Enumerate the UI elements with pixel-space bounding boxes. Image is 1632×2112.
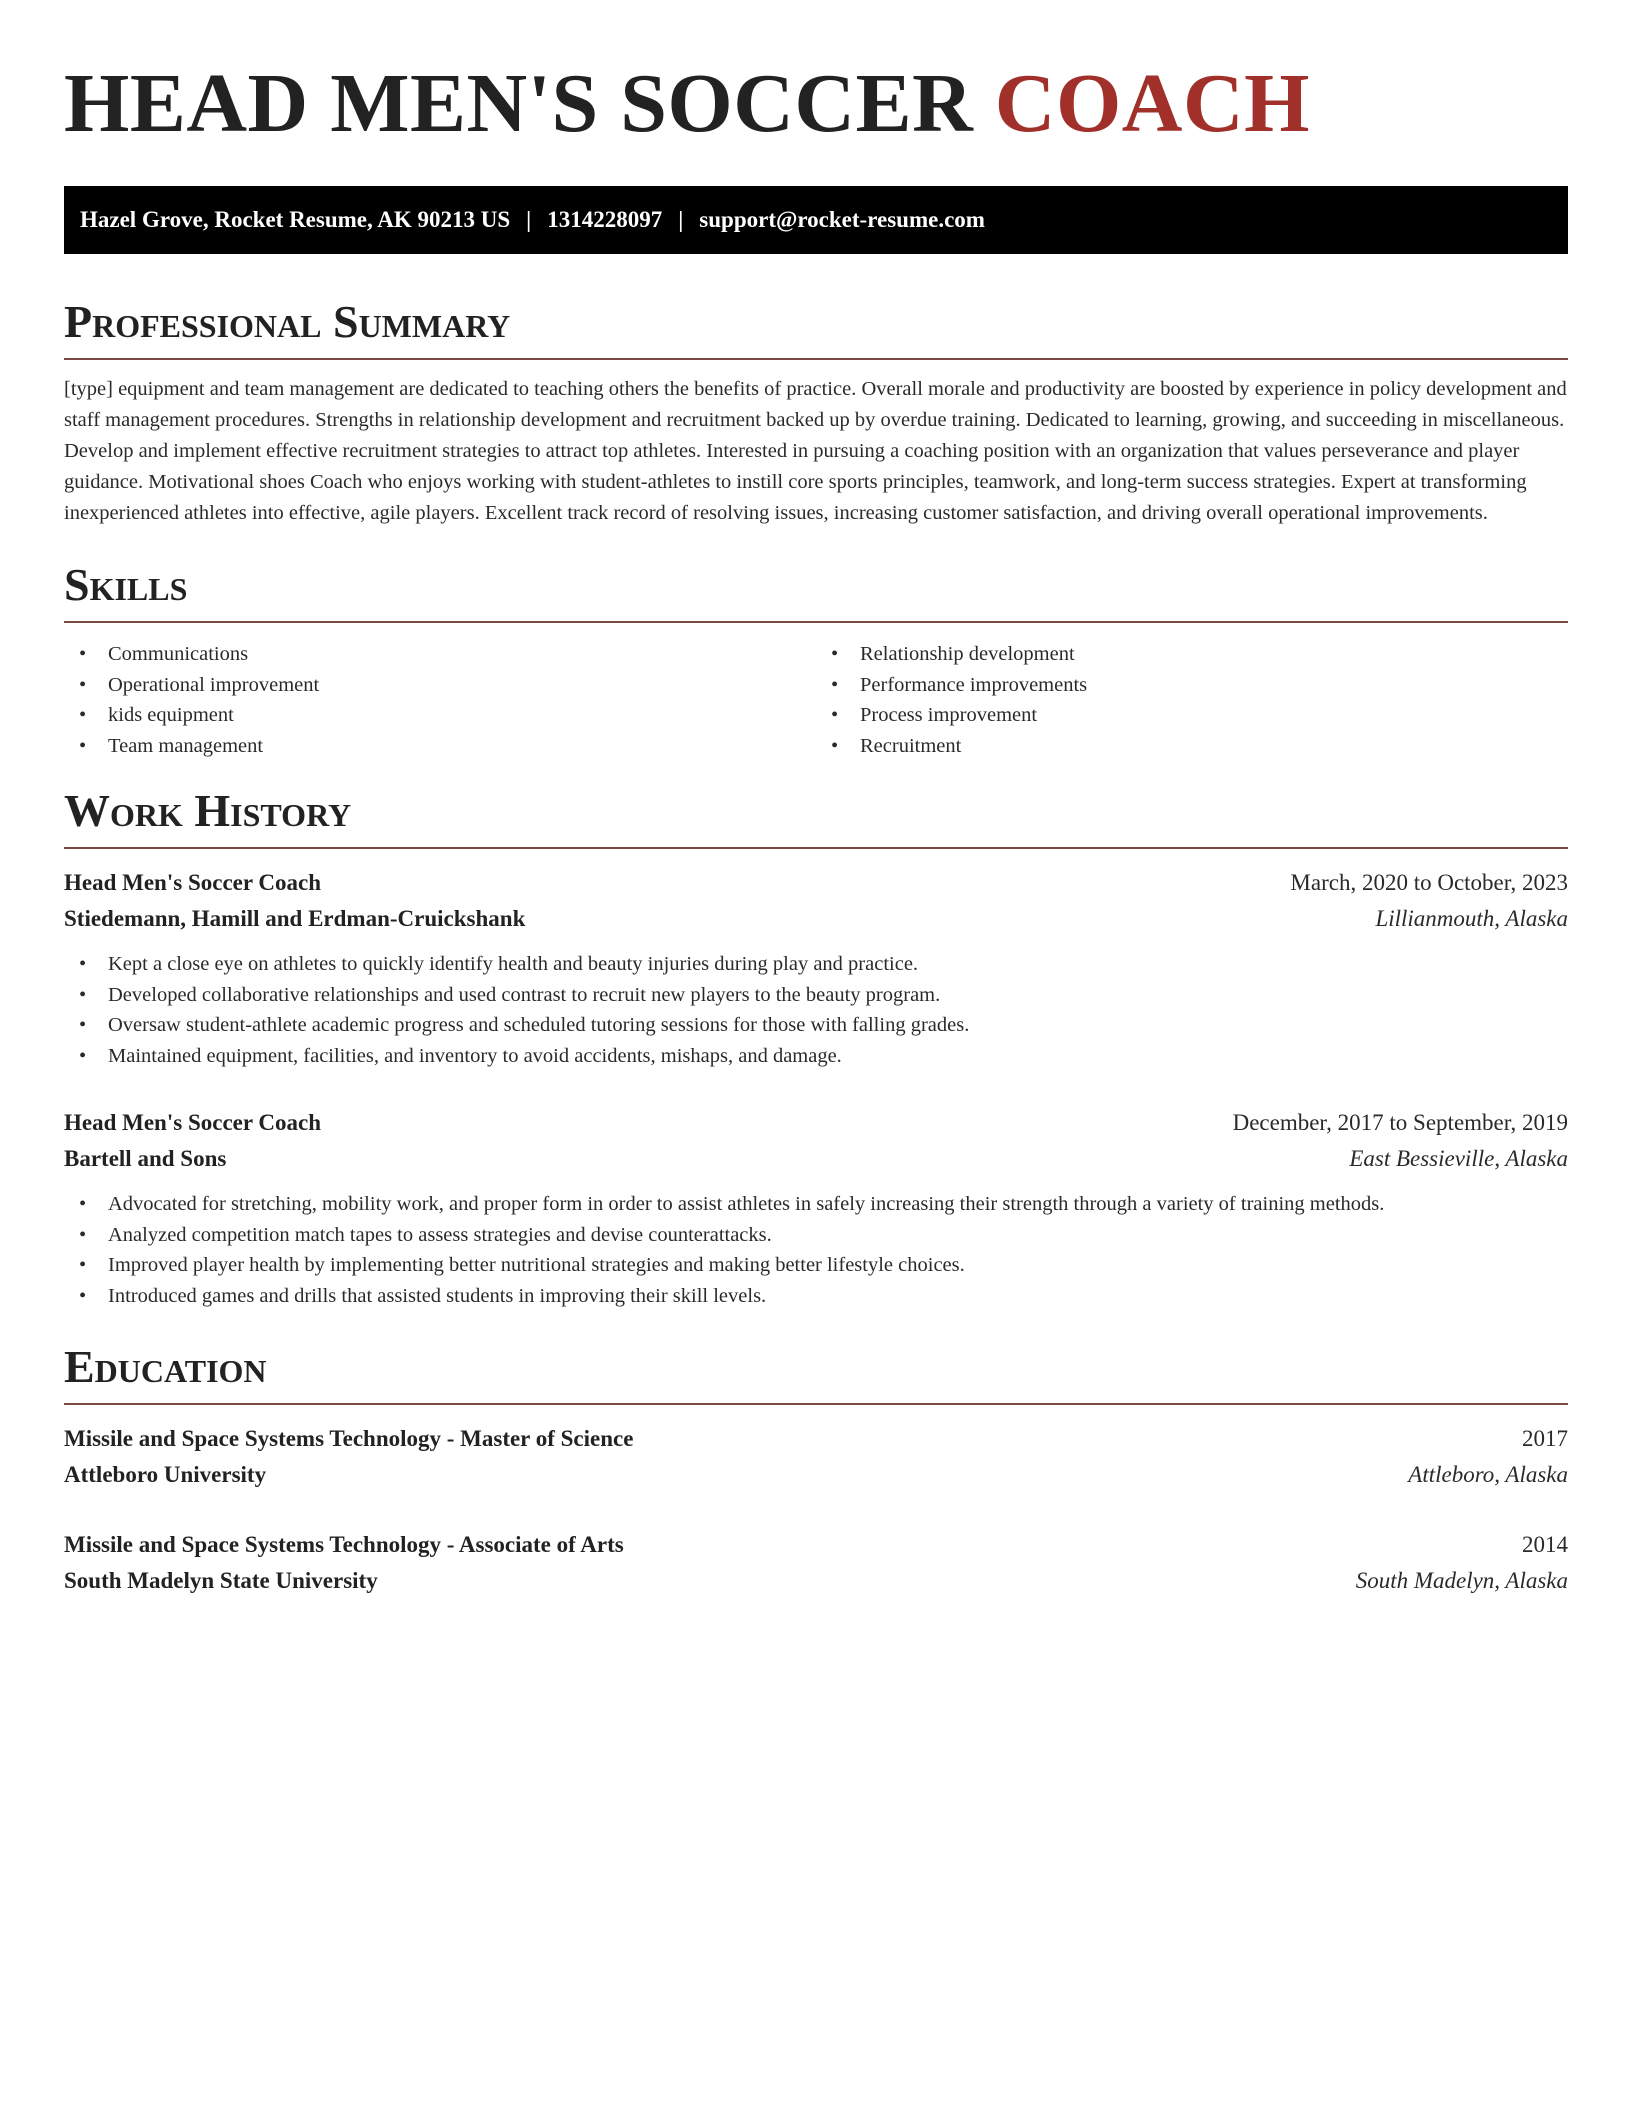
section-divider: [64, 847, 1568, 849]
skill-label: Operational improvement: [108, 673, 320, 696]
job-header-row: [64, 865, 1568, 901]
bullet-dot: •: [79, 1193, 87, 1215]
job-title: Head Men's Soccer Coach: [64, 870, 322, 895]
job-bullet: [64, 980, 1568, 1011]
education-degree: Missile and Space Systems Technology - Associate of Arts: [64, 1532, 624, 1557]
contact-phone: 1314228097: [547, 207, 663, 232]
bullet-dot: •: [79, 953, 87, 975]
job-bullet: [64, 1250, 1568, 1281]
education-school-row: [64, 1563, 1568, 1599]
education-section: [64, 1341, 1568, 1599]
bullet-dot: •: [79, 1284, 87, 1307]
education-school: South Madelyn State University: [64, 1568, 378, 1593]
skill-item: [816, 670, 1568, 701]
job-dates: December, 2017 to September, 2019: [1232, 1110, 1568, 1135]
bullet-dot: •: [831, 734, 839, 757]
education-heading: Education: [64, 1341, 267, 1392]
job-bullet-text: Developed collaborative relationships and used contrast to recruit new players to the beauty program.: [108, 983, 941, 1006]
bullet-dot: •: [79, 1014, 87, 1036]
education-header-row: [64, 1527, 1568, 1563]
job-bullets: [64, 949, 1568, 1071]
skill-label: Communications: [108, 643, 249, 665]
job-bullet-text: Maintained equipment, facilities, and inventory to avoid accidents, mishaps, and damage.: [108, 1044, 842, 1067]
job-bullet: [64, 1220, 1568, 1251]
skill-label: Process improvement: [860, 704, 1038, 726]
job-company-row: [64, 901, 1568, 937]
contact-address: Hazel Grove, Rocket Resume, AK 90213 US: [80, 207, 511, 232]
job-bullet: [64, 949, 1568, 980]
job-bullet-text: Oversaw student-athlete academic progress and scheduled tutoring sessions for those with falling grades.: [108, 1014, 970, 1036]
job-bullet: [64, 1281, 1568, 1312]
bullet-dot: •: [79, 1254, 87, 1276]
education-school: Attleboro University: [64, 1462, 267, 1487]
skill-item: [816, 700, 1568, 731]
education-entry: [64, 1527, 1568, 1599]
skills-grid: [64, 639, 1568, 761]
skill-item: [816, 639, 1568, 670]
skills-section: [64, 559, 1568, 761]
job-location: East Bessieville, Alaska: [1349, 1146, 1568, 1171]
work-history-section: [64, 785, 1568, 1311]
job-bullets: [64, 1189, 1568, 1311]
job-entry: [64, 1105, 1568, 1311]
skills-column-right: [816, 639, 1568, 761]
education-entry: [64, 1421, 1568, 1493]
bullet-dot: •: [79, 734, 87, 757]
bullet-dot: •: [79, 1223, 87, 1246]
section-divider: [64, 358, 1568, 360]
skill-label: Recruitment: [860, 734, 962, 757]
skills-column-left: [64, 639, 816, 761]
title-main: HEAD MEN'S SOCCER: [64, 57, 974, 150]
contact-separator: |: [526, 207, 532, 232]
bullet-dot: •: [79, 704, 87, 726]
bullet-dot: •: [831, 673, 839, 696]
education-year: 2014: [1522, 1532, 1568, 1557]
job-entry: [64, 865, 1568, 1071]
summary-section: [64, 296, 1568, 529]
job-bullet-text: Advocated for stretching, mobility work, and proper form in order to assist athletes in safely increasing their strength through a variety of training methods.: [108, 1193, 1385, 1215]
bullet-dot: •: [79, 643, 87, 665]
job-bullet-text: Improved player health by implementing better nutritional strategies and making better lifestyle choices.: [108, 1254, 965, 1276]
bullet-dot: •: [79, 1044, 87, 1067]
contact-separator: |: [678, 207, 684, 232]
bullet-dot: •: [831, 704, 839, 726]
skill-label: Performance improvements: [860, 673, 1088, 696]
skills-heading: Skills: [64, 559, 188, 610]
job-bullet-text: Analyzed competition match tapes to assess strategies and devise counterattacks.: [108, 1223, 772, 1246]
bullet-dot: •: [831, 643, 839, 665]
job-bullet-text: Kept a close eye on athletes to quickly identify health and beauty injuries during play and practice.: [108, 953, 919, 975]
education-year: 2017: [1522, 1426, 1568, 1451]
summary-text: [type] equipment and team management are dedicated to teaching others the benefits of practice. Overall morale and productivity are boosted by experience in policy development and staff management procedures. Strengths in relationship development and recruitment backed up by overdue training. Dedicated to learning, growing, and succeeding in miscellaneous. Develop and implement effective recruitment strategies to attract top athletes. Interested in pursuing a coaching position with an organization that values perseverance and player guidance. Motivational shoes Coach who enjoys working with student-athletes to instill core sports principles, teamwork, and long-term success strategies. Expert at transforming inexperienced athletes into effective, agile players. Excellent track record of resolving issues, increasing customer satisfaction, and driving overall operational improvements.: [64, 378, 1567, 524]
skill-item: [64, 639, 816, 670]
resume-title: [64, 56, 1568, 152]
education-school-row: [64, 1457, 1568, 1493]
job-company: Bartell and Sons: [64, 1146, 227, 1171]
education-location: South Madelyn, Alaska: [1355, 1568, 1568, 1593]
skill-item: [816, 731, 1568, 762]
section-divider: [64, 621, 1568, 623]
job-bullet: [64, 1010, 1568, 1041]
job-bullet: [64, 1041, 1568, 1072]
job-bullet: [64, 1189, 1568, 1220]
job-title: Head Men's Soccer Coach: [64, 1110, 322, 1135]
contact-email: support@rocket-resume.com: [699, 207, 985, 232]
skill-item: [64, 700, 816, 731]
job-bullet-text: Introduced games and drills that assisted students in improving their skill levels.: [108, 1284, 767, 1307]
skill-item: [64, 731, 816, 762]
work-history-heading: Work History: [64, 785, 352, 836]
job-location: Lillianmouth, Alaska: [1375, 906, 1568, 931]
skill-label: Relationship development: [860, 643, 1075, 665]
bullet-dot: •: [79, 983, 87, 1006]
summary-heading: Professional Summary: [64, 296, 511, 347]
job-company: Stiedemann, Hamill and Erdman-Cruickshank: [64, 906, 526, 931]
education-degree: Missile and Space Systems Technology - Master of Science: [64, 1426, 634, 1451]
skill-label: Team management: [108, 734, 264, 757]
education-header-row: [64, 1421, 1568, 1457]
job-header-row: [64, 1105, 1568, 1141]
bullet-dot: •: [79, 673, 87, 696]
section-divider: [64, 1403, 1568, 1405]
contact-bar: [64, 186, 1568, 254]
job-dates: March, 2020 to October, 2023: [1290, 870, 1568, 895]
title-accent: COACH: [994, 57, 1310, 150]
skill-label: kids equipment: [108, 704, 234, 726]
job-company-row: [64, 1141, 1568, 1177]
education-location: Attleboro, Alaska: [1408, 1462, 1568, 1487]
skill-item: [64, 670, 816, 701]
